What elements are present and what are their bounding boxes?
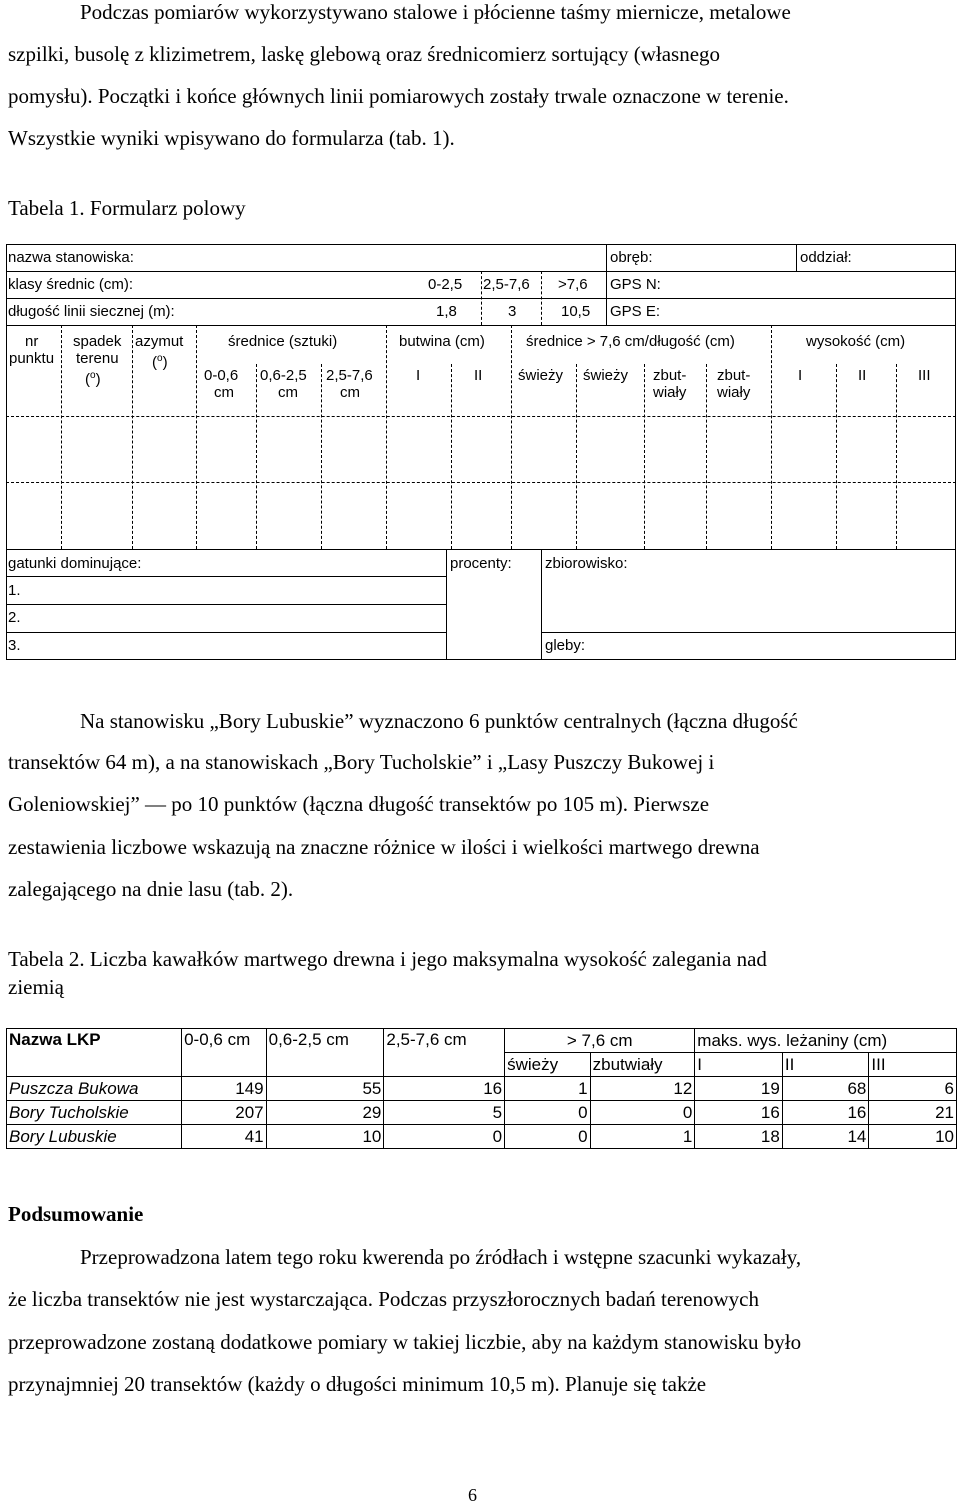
site-name-label: nazwa stanowiska: xyxy=(8,249,134,266)
class-1: 0-2,5 xyxy=(428,276,463,293)
header-c2: 0,6-2,5 cm xyxy=(266,1029,384,1077)
intro-line-2: szpilki, busolę z klizimetrem, laskę glebową oraz średnicomierz sortujący (własnego xyxy=(8,42,721,66)
dominant-species-label: gatunki dominujące: xyxy=(8,555,142,572)
middle-line-1: Na stanowisku „Bory Lubuskie” wyznaczono 6 punktów centralnych (łączna długość xyxy=(80,709,798,733)
header-c4: > 7,6 cm xyxy=(505,1029,695,1053)
cell: 55 xyxy=(266,1077,384,1101)
summary-line-2: że liczba transektów nie jest wystarczająca. Podczas przyszłorocznych badań terenowych xyxy=(8,1287,759,1311)
col-slope-unit: ($^o$) xyxy=(85,370,101,388)
large-3b: wiały xyxy=(653,384,687,401)
intro-line-1: Podczas pomiarów wykorzystywano stalowe i płócienne taśmy miernicze, metalowe xyxy=(80,0,791,24)
cell: 1 xyxy=(590,1125,695,1149)
diam-b: 0,6-2,5 xyxy=(260,367,307,384)
butwina-1: I xyxy=(416,367,421,384)
header-c5: maks. wys. leżaniny (cm) xyxy=(695,1029,957,1053)
cell: 19 xyxy=(695,1077,783,1101)
cell: 41 xyxy=(182,1125,267,1149)
cell: 207 xyxy=(182,1101,267,1125)
cell: 6 xyxy=(869,1077,957,1101)
summary-line-1: Przeprowadzona latem tego roku kwerenda po źródłach i wstępne szacunki wykazały, xyxy=(80,1245,802,1269)
col-azimuth-unit: ($^o$) xyxy=(152,353,168,371)
middle-line-4: zestawienia liczbowe wskazują na znaczne różnice w ilości i wielkości martwego drewna xyxy=(8,835,760,859)
header-h1: I xyxy=(695,1053,783,1077)
cell: 10 xyxy=(869,1125,957,1149)
row-name: Puszcza Bukowa xyxy=(7,1077,182,1101)
gps-n-label: GPS N: xyxy=(610,276,661,293)
diam-b-unit: cm xyxy=(278,384,298,401)
species-item-3: 3. xyxy=(8,637,21,654)
field-form-table xyxy=(6,244,956,660)
cell: 21 xyxy=(869,1101,957,1125)
division-label: oddział: xyxy=(800,249,852,266)
height-2: II xyxy=(858,367,867,384)
col-large: średnice > 7,6 cm/długość (cm) xyxy=(526,333,735,350)
header-rotten: zbutwiały xyxy=(590,1053,695,1077)
col-point-nr: nr xyxy=(25,333,39,350)
large-2: świeży xyxy=(583,367,629,384)
summary-line-3: przeprowadzone zostaną dodatkowe pomiary w takiej liczbie, aby na każdym stanowisku było xyxy=(8,1330,802,1354)
cell: 29 xyxy=(266,1101,384,1125)
col-height: wysokość (cm) xyxy=(806,333,906,350)
col-azimuth: azymut xyxy=(135,333,184,350)
diameter-classes-label: klasy średnic (cm): xyxy=(8,276,134,293)
cell: 0 xyxy=(505,1125,591,1149)
summary-heading: Podsumowanie xyxy=(8,1202,144,1226)
height-3: III xyxy=(918,367,931,384)
cell: 5 xyxy=(384,1101,505,1125)
table-row xyxy=(7,1077,957,1101)
cell: 0 xyxy=(590,1101,695,1125)
cell: 149 xyxy=(182,1077,267,1101)
butwina-2: II xyxy=(474,367,483,384)
page-number: 6 xyxy=(468,1485,477,1505)
cell: 14 xyxy=(782,1125,869,1149)
table-row xyxy=(7,1101,957,1125)
class-2: 2,5-7,6 xyxy=(483,276,530,293)
diam-c-unit: cm xyxy=(340,384,360,401)
header-fresh: świeży xyxy=(505,1053,591,1077)
middle-line-2: transektów 64 m), a na stanowiskach „Bory Tucholskie” i „Lasy Puszczy Bukowej i xyxy=(8,750,715,774)
precinct-label: obręb: xyxy=(610,249,653,266)
species-item-1: 1. xyxy=(8,582,21,599)
cell: 18 xyxy=(695,1125,783,1149)
intro-line-4: Wszystkie wyniki wpisywano do formularza (tab. 1). xyxy=(8,126,455,150)
large-4: zbut- xyxy=(717,367,751,384)
table2-header-row-1 xyxy=(7,1029,957,1053)
length-2: 3 xyxy=(508,303,517,320)
col-butwina: butwina (cm) xyxy=(399,333,485,350)
diam-a: 0-0,6 xyxy=(204,367,239,384)
table-row xyxy=(7,1125,957,1149)
large-3: zbut- xyxy=(653,367,687,384)
middle-line-3: Goleniowskiej” — po 10 punktów (łączna długość transektów po 105 m). Pierwsze xyxy=(8,792,710,816)
col-point: punktu xyxy=(9,350,55,367)
cell: 16 xyxy=(695,1101,783,1125)
table2-caption-line-1: Tabela 2. Liczba kawałków martwego drewna i jego maksymalna wysokość zalegania nad xyxy=(8,947,767,971)
large-4b: wiały xyxy=(717,384,751,401)
species-item-2: 2. xyxy=(8,609,21,626)
line-length-label: długość linii siecznej (m): xyxy=(8,303,175,320)
community-label: zbiorowisko: xyxy=(545,555,628,572)
middle-line-5: zalegającego na dnie lasu (tab. 2). xyxy=(8,877,294,901)
cell: 1 xyxy=(505,1077,591,1101)
header-c1: 0-0,6 cm xyxy=(182,1029,267,1077)
height-1: I xyxy=(798,367,803,384)
length-1: 1,8 xyxy=(436,303,457,320)
intro-line-3: pomysłu). Początki i końce głównych linii pomiarowych zostały trwale oznaczone w terenie. xyxy=(8,84,789,108)
summary-line-4: przynajmniej 20 transektów (każdy o długości minimum 10,5 m). Planuje się także xyxy=(8,1372,707,1396)
class-3: >7,6 xyxy=(558,276,588,293)
cell: 12 xyxy=(590,1077,695,1101)
percent-label: procenty: xyxy=(450,555,512,572)
large-1: świeży xyxy=(518,367,564,384)
cell: 0 xyxy=(505,1101,591,1125)
diam-c: 2,5-7,6 xyxy=(326,367,373,384)
cell: 68 xyxy=(782,1077,869,1101)
row-name: Bory Lubuskie xyxy=(7,1125,182,1149)
row-name: Bory Tucholskie xyxy=(7,1101,182,1125)
cell: 16 xyxy=(782,1101,869,1125)
col-terrain: terenu xyxy=(76,350,119,367)
header-h3: III xyxy=(869,1053,957,1077)
soils-label: gleby: xyxy=(545,637,586,654)
header-name: Nazwa LKP xyxy=(7,1029,182,1077)
col-slope: spadek xyxy=(73,333,122,350)
deadwood-table xyxy=(6,1028,957,1149)
cell: 16 xyxy=(384,1077,505,1101)
diam-a-unit: cm xyxy=(214,384,234,401)
cell: 10 xyxy=(266,1125,384,1149)
table2-caption-line-2: ziemią xyxy=(8,975,64,999)
length-3: 10,5 xyxy=(561,303,591,320)
col-diameter-count: średnice (sztuki) xyxy=(228,333,338,350)
header-c3: 2,5-7,6 cm xyxy=(384,1029,505,1077)
cell: 0 xyxy=(384,1125,505,1149)
table1-caption: Tabela 1. Formularz polowy xyxy=(8,196,246,220)
header-h2: II xyxy=(782,1053,869,1077)
gps-e-label: GPS E: xyxy=(610,303,661,320)
